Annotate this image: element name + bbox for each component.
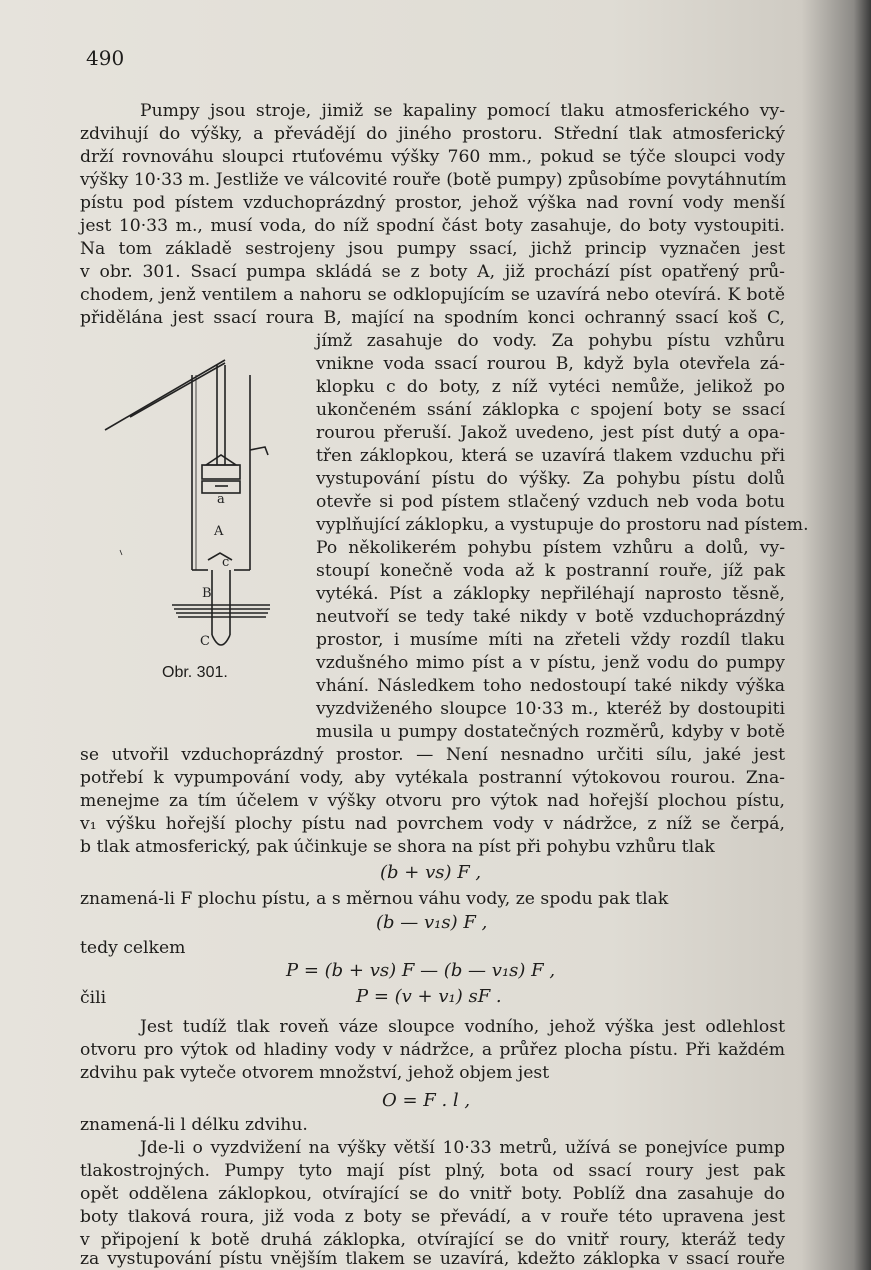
page-number: 490 — [86, 46, 125, 70]
pump-lever — [105, 360, 225, 430]
formula-4: P = (v + v₁) sF . — [356, 986, 502, 1007]
figure-caption: Obr. 301. — [162, 664, 228, 681]
formula-3: P = (b + vs) F — (b — v₁s) F , — [286, 960, 556, 981]
text-line: otvoru pro výtok od hladiny vody v nádržce, a průřez plocha pístu. Při každém — [80, 1040, 785, 1060]
text-line: neutvoří se tedy také nikdy v botě vzduchoprázdný — [316, 607, 785, 627]
text-line: pístu pod pístem vzduchoprázdný prostor, jehož výška nad rovní vody menší — [80, 193, 785, 213]
text-line: Jde-li o vyzdvižení na výšky větší 10·33 metrů, užívá se ponejvíce pump — [140, 1138, 785, 1158]
text-line: v obr. 301. Ssací pumpa skládá se z boty A, již prochází píst opatřený prů- — [80, 262, 785, 282]
text-line: výšky 10·33 m. Jestliže ve válcovité rouře (botě pumpy) způsobíme povytáhnutím — [80, 170, 787, 190]
text-line: vystupování pístu do výšky. Za pohybu pístu dolů — [316, 469, 785, 489]
text-line: rourou přeruší. Jakož uvedeno, jest píst dutý a opa- — [316, 423, 785, 443]
text-line: přidělána jest ssací roura B, mající na spodním konci ochranný ssací koš C, — [80, 308, 785, 328]
text-line: se utvořil vzduchoprázdný prostor. — Není nesnadno určiti sílu, jaké jest — [80, 745, 785, 765]
label-B: B — [202, 586, 212, 601]
text-line: znamená-li l délku zdvihu. — [80, 1115, 308, 1135]
text-line: vyplňující záklopku, a vystupuje do prostoru nad pístem. — [316, 515, 809, 535]
strainer — [212, 635, 230, 645]
text-line: ukončeném ssání záklopka c spojení boty se ssací — [316, 400, 785, 420]
label-cili: čili — [80, 988, 107, 1008]
text-line: vnikne voda ssací rourou B, když byla otevřela zá- — [316, 354, 785, 374]
text-line: jest 10·33 m., musí voda, do níž spodní část boty zasahuje, do boty vystoupiti. — [80, 216, 785, 236]
text-line: znamená-li F plochu pístu, a s měrnou váhu vody, ze spodu pak tlak — [80, 889, 669, 909]
label-tedy-celkem: tedy celkem — [80, 938, 186, 958]
label-A: A — [214, 524, 224, 539]
text-line: tlakostrojných. Pumpy tyto mají píst plný, bota od ssací roury jest pak — [80, 1161, 785, 1181]
text-line: Jest tudíž tlak roveň váze sloupce vodního, jehož výška jest odlehlost — [140, 1017, 785, 1037]
formula-2: (b — v₁s) F , — [376, 912, 488, 933]
text-line: vhání. Následkem toho nedostoupí také nikdy výška — [316, 676, 785, 696]
label-C: C — [200, 634, 210, 649]
text-line: boty tlaková roura, již voda z boty se převádí, a v rouře této upravena jest — [80, 1207, 785, 1227]
text-line: třen záklopkou, která se uzavírá tlakem vzduchu při — [316, 446, 785, 466]
text-line: zdvihují do výšky, a převádějí do jiného prostoru. Střední tlak atmosferický — [80, 124, 785, 144]
text-line: b tlak atmosferický, pak účinkuje se shora na píst při pohybu vzhůru tlak — [80, 837, 715, 857]
text-line: v připojení k botě druhá záklopka, otvírající se do vnitř roury, kteráž tedy — [80, 1230, 785, 1250]
text-line: otevře si pod pístem stlačený vzduch neb voda botu — [316, 492, 785, 512]
text-line: vytéká. Píst a záklopky nepřiléhají naprosto těsně, — [316, 584, 785, 604]
pump-figure — [100, 355, 300, 665]
text-line: prostor, i musíme míti na zřeteli vždy rozdíl tlaku — [316, 630, 785, 650]
text-line: potřebí k vypumpování vody, aby vytékala postranní výtokovou rourou. Zna- — [80, 768, 785, 788]
text-line: za vystupování pístu vnějším tlakem se uzavírá, kdežto záklopka v ssací rouře — [80, 1249, 785, 1269]
text-line: menejme za tím účelem v výšky otvoru pro výtok nad hořejší plochou pístu, — [80, 791, 785, 811]
text-line: opět oddělena záklopkou, otvírající se do vnitř boty. Poblíž dna zasahuje do — [80, 1184, 785, 1204]
formula-5: O = F . l , — [382, 1090, 471, 1111]
text-line: Po několikerém pohybu pístem vzhůru a dolů, vy- — [316, 538, 785, 558]
label-c: c — [222, 555, 230, 570]
text-line: drží rovnováhu sloupci rtuťovému výšky 760 mm., pokud se týče sloupci vody — [80, 147, 785, 167]
text-line: klopku c do boty, z níž vytéci nemůže, jelikož po — [316, 377, 785, 397]
text-line: zdvihu pak vyteče otvorem množství, jehož objem jest — [80, 1063, 550, 1083]
text-line: Na tom základě sestrojeny jsou pumpy ssací, jichž princip vyznačen jest — [80, 239, 785, 259]
text-line: vyzdviženého sloupce 10·33 m., kteréž by dostoupiti — [316, 699, 785, 719]
formula-1: (b + vs) F , — [380, 862, 482, 883]
label-a: a — [217, 492, 225, 507]
text-line: v₁ výšku hořejší plochy pístu nad povrchem vody v nádržce, z níž se čerpá, — [80, 814, 785, 834]
text-line: musila u pumpy dostatečných rozměrů, kdyby v botě — [316, 722, 785, 742]
text-line: vzdušného mimo píst a v pístu, jenž vodu do pumpy — [316, 653, 785, 673]
text-line: chodem, jenž ventilem a nahoru se odklopujícím se uzavírá nebo otevírá. K botě — [80, 285, 785, 305]
text-line: Pumpy jsou stroje, jimiž se kapaliny pomocí tlaku atmosferického vy- — [140, 101, 785, 121]
text-line: stoupí konečně voda až k postranní rouře, jíž pak — [316, 561, 785, 581]
text-line: jímž zasahuje do vody. Za pohybu pístu vzhůru — [316, 331, 785, 351]
